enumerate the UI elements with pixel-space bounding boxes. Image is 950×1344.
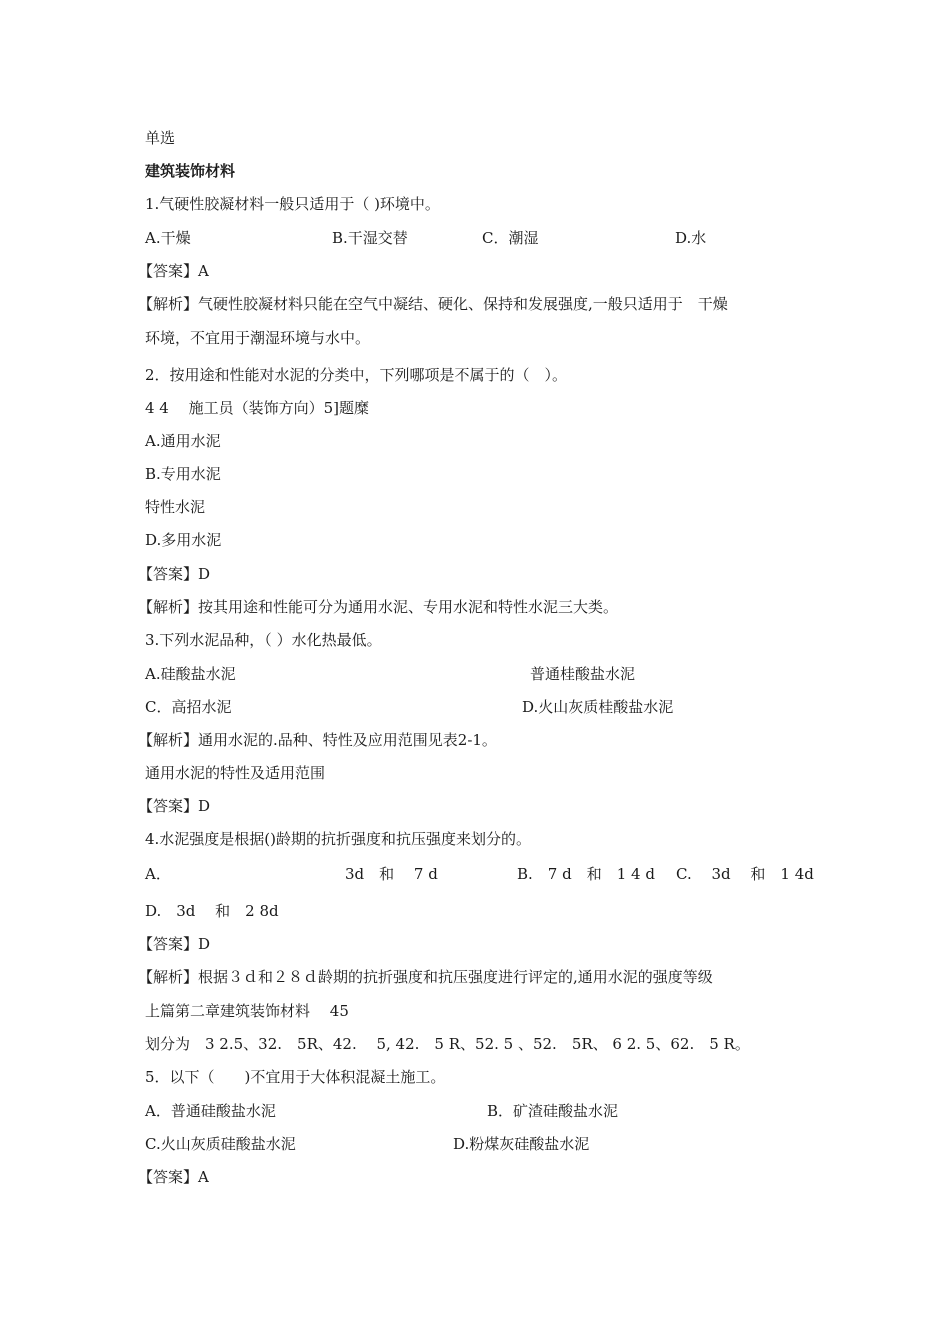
q1-option-c: C．潮湿: [482, 229, 539, 247]
q1-analysis-line1: 【解析】气硬性胶凝材料只能在空气中凝结、硬化、保持和发展强度,一般只适用于 干燥: [138, 295, 728, 313]
q3-stem: 3.下列水泥品种，（ ）水化热最低。: [145, 631, 382, 649]
q1-option-a: A.干燥: [145, 229, 191, 247]
q4-answer: 【答案】D: [138, 935, 211, 953]
q2-option-b: B.专用水泥: [145, 465, 221, 483]
q4-analysis-line1: 【解析】根据３ｄ和２８ｄ龄期的抗折强度和抗压强度进行评定的,通用水泥的强度等级: [138, 968, 713, 986]
q4-option-a-value: 3d 和 7 d: [345, 865, 438, 883]
q2-analysis: 【解析】按其用途和性能可分为通用水泥、专用水泥和特性水泥三大类。: [138, 598, 619, 616]
q5-option-d: D.粉煤灰硅酸盐水泥: [453, 1135, 590, 1153]
q3-option-d: D.火山灰质桂酸盐水泥: [522, 698, 674, 716]
q5-stem: 5．以下（ )不宜用于大体积混凝土施工。: [145, 1068, 446, 1086]
q4-analysis-line2: 划分为 3 2.5、32. 5R、42. 5, 42. 5 R、52. 5 、52. 5R、 6 2. 5、62. 5 R。: [145, 1035, 750, 1053]
q4-option-c: C. 3d 和 1 4d: [676, 865, 814, 883]
q5-option-b: B．矿渣硅酸盐水泥: [487, 1102, 619, 1120]
q1-option-b: B.干湿交替: [332, 229, 408, 247]
q5-option-c: C.火山灰质硅酸盐水泥: [145, 1135, 296, 1153]
q3-option-c: C．高招水泥: [145, 698, 232, 716]
q1-stem: 1.气硬性胶凝材料一般只适用于（ )环境中。: [145, 195, 440, 213]
section-label: 单选: [145, 129, 176, 147]
q2-option-a: A.通用水泥: [145, 432, 221, 450]
q5-option-a: A．普通硅酸盐水泥: [145, 1102, 276, 1120]
q2-option-d: D.多用水泥: [145, 531, 222, 549]
q4-stem: 4.水泥强度是根据()龄期的抗折强度和抗压强度来划分的。: [145, 830, 532, 848]
q2-answer: 【答案】D: [138, 565, 211, 583]
q3-option-b: 普通桂酸盐水泥: [530, 665, 636, 683]
q5-answer: 【答案】A: [138, 1168, 209, 1186]
table-title: 通用水泥的特性及适用范围: [145, 764, 326, 782]
q4-option-b: B. 7 d 和 1 4 d: [517, 865, 655, 883]
q1-option-d: D.水: [675, 229, 707, 247]
q4-option-a-label: A．: [145, 865, 171, 883]
q3-option-a: A.硅酸盐水泥: [145, 665, 236, 683]
q4-option-d: D. 3d 和 2 8d: [145, 902, 279, 920]
q1-analysis-line2: 环境，不宜用于潮湿环境与水中。: [145, 329, 371, 347]
running-page-footer: 上篇第二章建筑装饰材料 45: [145, 1002, 349, 1020]
q3-analysis: 【解析】通用水泥的.品种、特性及应用范围见表2-1。: [138, 731, 497, 749]
q2-option-c: 特性水泥: [145, 498, 206, 516]
q1-answer: 【答案】A: [138, 262, 209, 280]
chapter-title: 建筑装饰材料: [145, 162, 236, 180]
q2-stem: 2．按用途和性能对水泥的分类中，下列哪项是不属于的（ ）。: [145, 366, 568, 384]
q3-answer: 【答案】D: [138, 797, 211, 815]
running-page-header: 4 4 施工员（装饰方向）5]题糜: [145, 399, 370, 417]
